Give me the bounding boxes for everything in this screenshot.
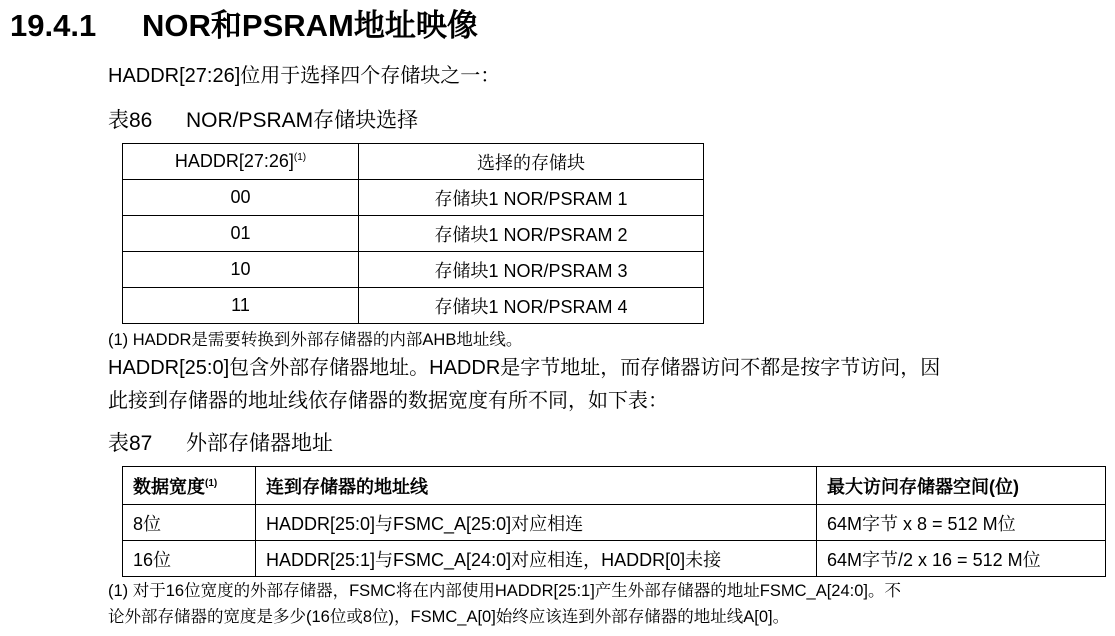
cell-code: 00 [123,180,359,216]
paragraph-line-2: 此接到存储器的地址线依存储器的数据宽度有所不同，如下表： [108,390,668,412]
cell-max-space: 64M字节/2 x 16 = 512 M位 [817,541,1106,577]
section-title [10,6,478,46]
cell-width: 16位 [123,541,256,577]
table87-caption [108,429,333,459]
header-max-space: 最大访问存储器空间(位) [817,467,1106,505]
table-row [123,541,1106,577]
cell-bank: 存储块1 NOR/PSRAM 4 [359,288,704,324]
cell-code: 01 [123,216,359,252]
cell-bank: 存储块1 NOR/PSRAM 3 [359,252,704,288]
section-heading-text: NOR和PSRAM地址映像 [142,8,478,43]
table-row [123,252,704,288]
header-haddr: HADDR[27:26]$^{(1)}$ [123,144,359,180]
cell-bank: 存储块1 NOR/PSRAM 2 [359,216,704,252]
table87-caption-title: 外部存储器地址 [186,432,333,455]
table86-caption-title: NOR/PSRAM存储块选择 [186,109,419,132]
cell-address-lines: HADDR[25:1]与FSMC_A[24:0]对应相连，HADDR[0]未接 [256,541,817,577]
footnote-marker: (1) [205,477,218,489]
table-row [123,288,704,324]
table-header-row [123,144,704,180]
header-data-width: 数据宽度$^{(1)}$ [123,467,256,505]
section-number: 19.4.1 [10,8,97,43]
table87-caption-number: 表87 [108,432,153,455]
header-address-lines: 连到存储器的地址线 [256,467,817,505]
cell-address-lines: HADDR[25:0]与FSMC_A[25:0]对应相连 [256,505,817,541]
paragraph-line-1: HADDR[25:0]包含外部存储器地址。HADDR是字节地址，而存储器访问不都是按字节访问，因 [108,357,941,379]
footnote-marker: (1) [293,152,307,163]
cell-code: 11 [123,288,359,324]
cell-width: 8位 [123,505,256,541]
table-row [123,180,704,216]
table86-caption-number: 表86 [108,109,153,132]
external-memory-address-table [122,466,1106,577]
table87-footnote-line-1: (1) 对于16位宽度的外部存储器，FSMC将在内部使用HADDR[25:1]产生外部存储器的地址FSMC_A[24:0]。不 [108,582,902,600]
table-row [123,505,1106,541]
nor-psram-bank-table [122,143,704,324]
header-selected-bank: 选择的存储块 [359,144,704,180]
table87-footnote-line-2: 论外部存储器的宽度是多少(16位或8位)，FSMC_A[0]始终应该连到外部存储器的地址线A[0]。 [108,608,790,626]
cell-bank: 存储块1 NOR/PSRAM 1 [359,180,704,216]
table86-caption [108,106,418,136]
table86-footnote: (1) HADDR是需要转换到外部存储器的内部AHB地址线。 [108,331,523,349]
cell-code: 10 [123,252,359,288]
table-header-row [123,467,1106,505]
table-row [123,216,704,252]
cell-max-space: 64M字节 x 8 = 512 M位 [817,505,1106,541]
intro-text: HADDR[27:26]位用于选择四个存储块之一： [108,65,501,87]
